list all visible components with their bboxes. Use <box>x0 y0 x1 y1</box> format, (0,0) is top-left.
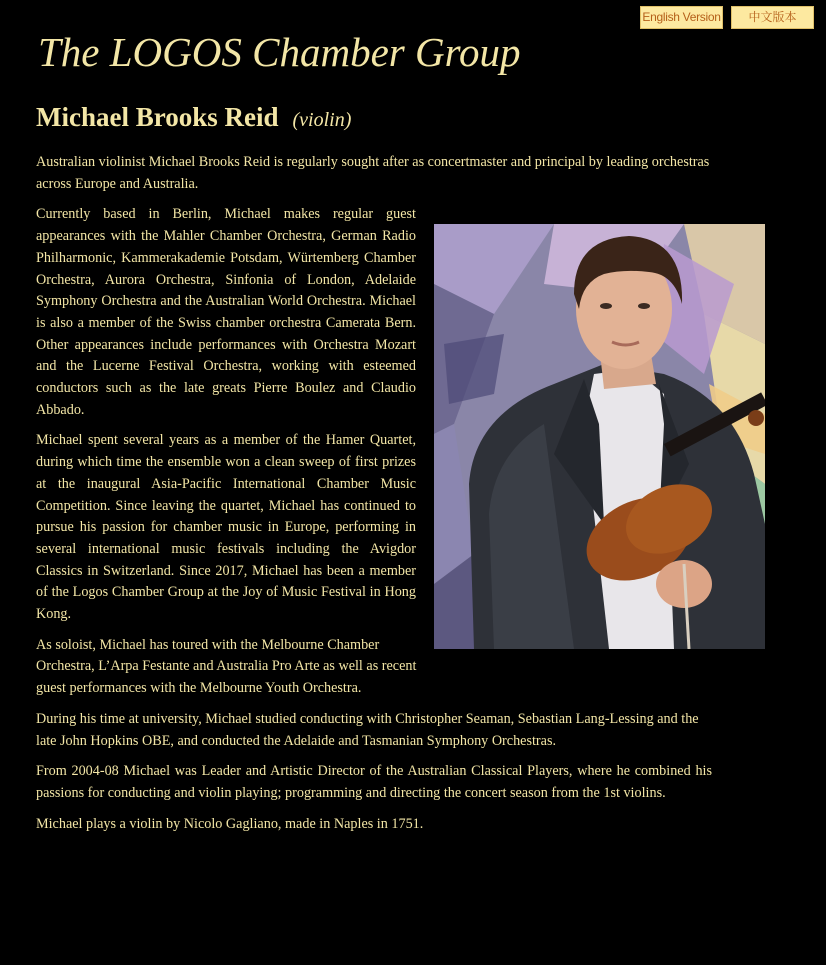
artist-name: Michael Brooks Reid <box>36 102 279 132</box>
bio-paragraph-4: As soloist, Michael has toured with the Melbourne Chamber Orchestra, L’Arpa Festante and Australia Pro Arte as well as recent guest performances with the Melbourne Youth Orchestra. <box>36 636 417 697</box>
chinese-version-button[interactable]: 中文版本 <box>731 6 814 29</box>
bio-paragraph-1: Australian violinist Michael Brooks Reid is regularly sought after as concertmaster and principal by leading orchestras across Europe and Australia. <box>36 154 710 192</box>
bio-paragraph-3: Michael spent several years as a member of the Hamer Quartet, during which time the ensemble won a clean sweep of first prizes at the inaugural Asia-Pacific International Chamber Music Competition. Since leaving the quartet, Michael has continued to pursue his passion for chamber music in Europe, performing in several international music festivals including the Avigdor Classics in Switzerland. Since 2017, Michael has been a member of the Logos Chamber Group at the Joy of Music Festival in Hong Kong. <box>36 432 416 623</box>
artist-instrument: (violin) <box>292 109 352 131</box>
site-title: The LOGOS Chamber Group <box>38 29 521 75</box>
bio-paragraph-5: During his time at university, Michael studied conducting with Christopher Seaman, Sebastian Lang-Lessing and the late John Hopkins OBE, and conducted the Adelaide and Tasmanian Symphony Orchestras. <box>36 710 699 749</box>
bio-paragraph-7: Michael plays a violin by Nicolo Gagliano, made in Naples in 1751. <box>36 815 424 832</box>
biography <box>36 152 712 844</box>
english-version-button[interactable]: English Version <box>640 6 723 29</box>
artist-heading <box>36 102 351 133</box>
bio-paragraph-2: Currently based in Berlin, Michael makes regular guest appearances with the Mahler Chamber Orchestra, German Radio Philharmonic, Kammerakademie Potsdam, Würtemberg Chamber Orchestra, Aurora Orchestra, Sinfonia of London, Adelaide Symphony Orchestra and the Australian World Orchestra. Michael is also a member of the Swiss chamber orchestra Camerata Bern. Other appearances include performances with Orchestra Mozart and the Lucerne Festival Orchestra, working with esteemed conductors such as the late greats Pierre Boulez and Claudio Abbado. <box>36 206 416 418</box>
bio-paragraph-6: From 2004-08 Michael was Leader and Artistic Director of the Australian Classical Players, where he combined his passions for conducting and violin playing; programming and directing the concert season from the 1st violins. <box>36 763 712 801</box>
